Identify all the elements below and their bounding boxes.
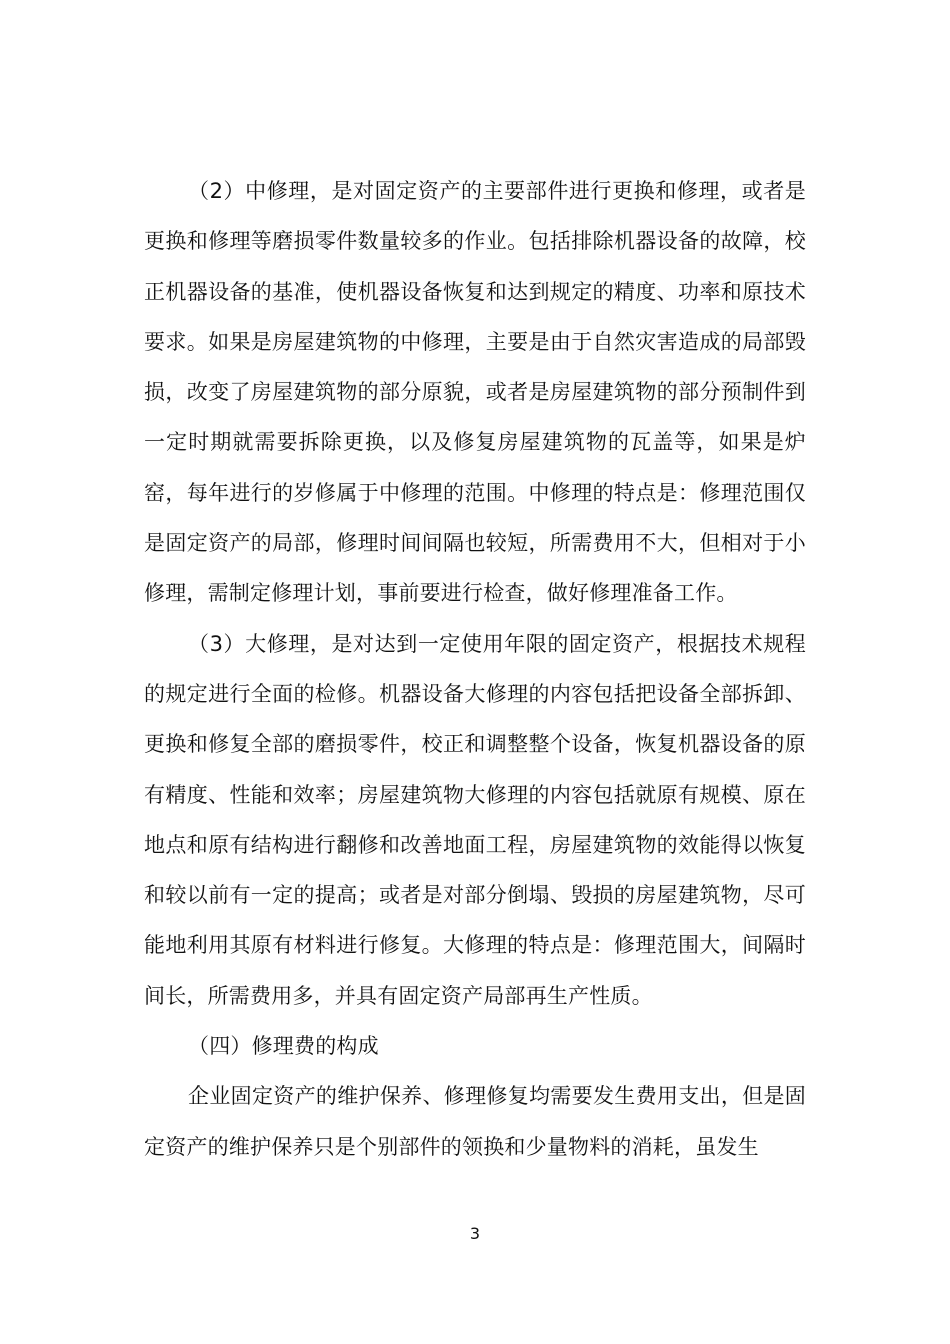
section-heading-repair-cost-composition: （四）修理费的构成 <box>188 1034 379 1059</box>
paragraph-repair-cost: 企业固定资产的维护保养、修理修复均需要发生费用支出，但是固定资产的维护保养只是个别部件的领换和少量物料的消耗，虽发生 <box>144 1084 806 1159</box>
page-number: 3 <box>469 1224 481 1243</box>
document-body <box>144 166 806 1172</box>
paragraph-medium-repair: （2）中修理，是对固定资产的主要部件进行更换和修理，或者是更换和修理等磨损零件数量较多的作业。包括排除机器设备的故障，校正机器设备的基准，使机器设备恢复和达到规定的精度、功率和原技术要求。如果是房屋建筑物的中修理，主要是由于自然灾害造成的局部毁损，改变了房屋建筑物的部分原貌，或者是房屋建筑物的部分预制件到一定时期就需要拆除更换，以及修复房屋建筑物的瓦盖等，如果是炉窑，每年进行的岁修属于中修理的范围。中修理的特点是：修理范围仅是固定资产的局部，修理时间间隔也较短，所需费用不大，但相对于小修理，需制定修理计划，事前要进行检查，做好修理准备工作。 <box>144 179 806 606</box>
paragraph-major-repair: （3）大修理，是对达到一定使用年限的固定资产，根据技术规程的规定进行全面的检修。机器设备大修理的内容包括把设备全部拆卸、更换和修复全部的磨损零件，校正和调整整个设备，恢复机器设备的原有精度、性能和效率；房屋建筑物大修理的内容包括就原有规模、原在地点和原有结构进行翻修和改善地面工程，房屋建筑物的效能得以恢复和较以前有一定的提高；或者是对部分倒塌、毁损的房屋建筑物，尽可能地利用其原有材料进行修复。大修理的特点是：修理范围大，间隔时间长，所需费用多，并具有固定资产局部再生产性质。 <box>144 631 806 1008</box>
